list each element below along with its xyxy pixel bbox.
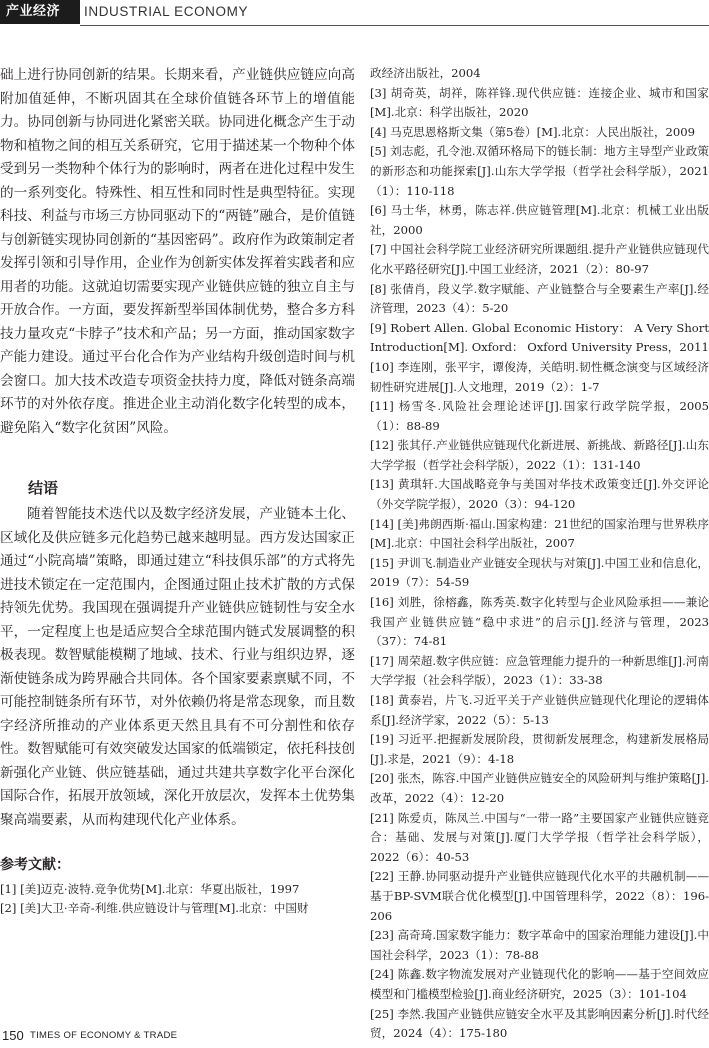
reference-item: [8] 张倩肖，段义学.数字赋能、产业链整合与全要素生产率[J].经济管理，2023（4）：5-20 <box>370 281 709 316</box>
reference-item: [5] 刘志彪，孔令池.双循环格局下的链长制：地方主导型产业政策的新形态和功能探索[J].山东大学学报（哲学社会科学版），2021（1）：110-118 <box>370 144 709 198</box>
reference-item: [11] 杨雪冬.风险社会理论述评[J].国家行政学院学报，2005（1）：88-89 <box>370 399 709 433</box>
reference-item: [15] 尹训飞.制造业产业链安全现状与对策[J].中国工业和信息化，2019（7）：54-59 <box>370 555 709 590</box>
reference-item: [23] 高奇琦.国家数字能力：数字革命中的国家治理能力建设[J].中国社会科学，2023（1）：78-88 <box>370 928 709 962</box>
reference-item: [21] 陈爱贞，陈凤兰.中国与“一带一路”主要国家产业链供应链竞合：基础、发展与对策[J].厦门大学学报（哲学社会科学版），2022（6）：40-53 <box>370 810 709 864</box>
reference-item: [4] 马克思恩格斯文集（第5卷）[M].北京：人民出版社，2009 <box>370 124 696 139</box>
reference-item: [18] 黄泰岩，片飞.习近平关于产业链供应链现代化理论的逻辑体系[J].经济学家，2022（5）：5-13 <box>370 693 709 727</box>
conclusion-paragraph: 随着智能技术迭代以及数字经济发展，产业链本土化、区域化及供应链多元化趋势已越来越明显。西方发达国家正通过“小院高墙”策略，即通过建立“科技俱乐部”的方式将先进技术锁定在一定范围内，企图通过阻止技术扩散的方式保持领先优势。我国现在强调提升产业链供应链韧性与安全水平，一定程度上也是适应契合全球范围内链式发展调整的积极表现。数智赋能模糊了地域、技术、行业与组织边界，逐渐使链条成为跨界融合共同体。各个国家要素禀赋不同，不可能控制链条所有环节，对外依赖仍将是常态现象，而且数字经济所推动的产业体系更天然且具有不可分割性和依存性。数智赋能可有效突破发达国家的低端锁定，依托科技创新强化产业链、供应链基础，通过共建共享数字化平台深化国际合作，拓展开放领域，深化开放层次，发挥本土优势集聚高端要素，从而构建现代化产业体系。 <box>0 506 355 828</box>
reference-item: [24] 陈鑫.数字物流发展对产业链现代化的影响——基于空间效应模型和门槛模型检验[J].商业经济研究，2025（3）：101-104 <box>370 967 709 1001</box>
reference-item: [1] [美]迈克·波特.竞争优势[M].北京：华夏出版社，1997 <box>0 882 300 896</box>
page-header <box>0 0 709 32</box>
header-rule <box>80 25 709 26</box>
reference-item: [22] 王静.协同驱动提升产业链供应链现代化水平的共融机制——基于BP-SVM联合优化模型[J].中国管理科学，2022（8）：196-206 <box>370 869 709 923</box>
reference-item: 政经济出版社，2004 <box>370 66 481 80</box>
section-label-cn: 产业经济 <box>0 0 80 24</box>
reference-item: [2] [美]大卫·辛奇-利维.供应链设计与管理[M].北京：中国财 <box>0 901 309 916</box>
page-footer <box>0 1028 709 1048</box>
reference-item: [14] [美]弗朗西斯·福山.国家构建：21世纪的国家治理与世界秩序[M].北京：中国社会科学出版社，2007 <box>370 516 709 551</box>
conclusion-heading: 结语 <box>28 479 59 497</box>
reference-item: [9] Robert Allen. Global Economic History： A Very Short Introduction[M]. Oxford： Oxford University Press，2011 <box>370 320 709 355</box>
reference-item: [6] 马士华，林勇，陈志祥.供应链管理[M].北京：机械工业出版社，2000 <box>370 203 709 237</box>
reference-item: [16] 刘胜，徐榕鑫，陈秀英.数字化转型与企业风险承担——兼论我国产业链供应链“稳中求进”的启示[J].经济与管理，2023（37）：74-81 <box>370 595 709 649</box>
reference-item: [13] 黄琪轩.大国战略竞争与美国对华技术政策变迁[J].外交评论（外交学院学报），2020（3）：94-120 <box>370 477 709 512</box>
references-heading: 参考文献： <box>0 857 70 873</box>
body-paragraph-continued: 础上进行协同创新的结果。长期来看，产业链供应链应向高附加值延伸，不断巩固其在全球价值链各环节上的增值能力。协同创新与协同进化紧密关联。协同进化概念产生于动物和植物之间的相互关系研究，它用于描述某一个物种个体受到另一类物种个体行为的影响时，两者在进化过程中发生的一系列变化。特殊性、相互性和同时性是典型特征。实现科技、利益与市场三方协同驱动下的“两链”融合，是价值链与创新链实现协同创新的“基因密码”。政府作为政策制定者发挥引领和引导作用，企业作为创新实体发挥着实践者和应用者的功能。这就迫切需要实现产业链供应链的独立自主与开放合作。一方面，要发挥新型举国体制优势，整合多方科技力量攻克“卡脖子”技术和产品；另一方面，推动国家数字产能力建设。通过平台化合作为产业结构升级创造时间与机会窗口。加大技术改造专项资金扶持力度，降低对链条高端环节的对外依存度。推进企业主动消化数字化转型的成本，避免陷入“数字化贫困”风险。 <box>0 67 355 436</box>
reference-item: [12] 张其仔.产业链供应链现代化新进展、新挑战、新路径[J].山东大学学报（哲学社会科学版），2022（1）：131-140 <box>370 438 709 472</box>
section-label-en: INDUSTRIAL ECONOMY <box>84 4 249 19</box>
page-number: 150 <box>2 1028 24 1043</box>
right-column <box>370 64 709 1044</box>
journal-name: TIMES OF ECONOMY & TRADE <box>30 1030 178 1041</box>
reference-item: [17] 周荣超.数字供应链：应急管理能力提升的一种新思维[J].河南大学学报（社会科学版），2023（1）：33-38 <box>370 653 709 688</box>
reference-item: [3] 胡奇英，胡祥，陈祥锋.现代供应链：连接企业、城市和国家[M].北京：科学出版社，2020 <box>370 85 709 120</box>
reference-item: [7] 中国社会科学院工业经济研究所课题组.提升产业链供应链现代化水平路径研究[J].中国工业经济，2021（2）：80-97 <box>370 242 709 276</box>
reference-item: [20] 张杰，陈容.中国产业链供应链安全的风险研判与维护策略[J].改革，2022（4）：12-20 <box>370 771 709 805</box>
reference-item: [19] 习近平.把握新发展阶段，贯彻新发展理念，构建新发展格局[J].求是，2021（9）：4-18 <box>370 732 709 766</box>
left-column <box>0 64 355 918</box>
reference-item: [10] 李连刚，张平宇，谭俊涛，关皓明.韧性概念演变与区域经济韧性研究进展[J].人文地理，2019（2）：1-7 <box>370 359 709 394</box>
reference-item: [25] 李然.我国产业链供应链安全水平及其影响因素分析[J].时代经贸，2024（4）：175-180 <box>370 1006 709 1041</box>
